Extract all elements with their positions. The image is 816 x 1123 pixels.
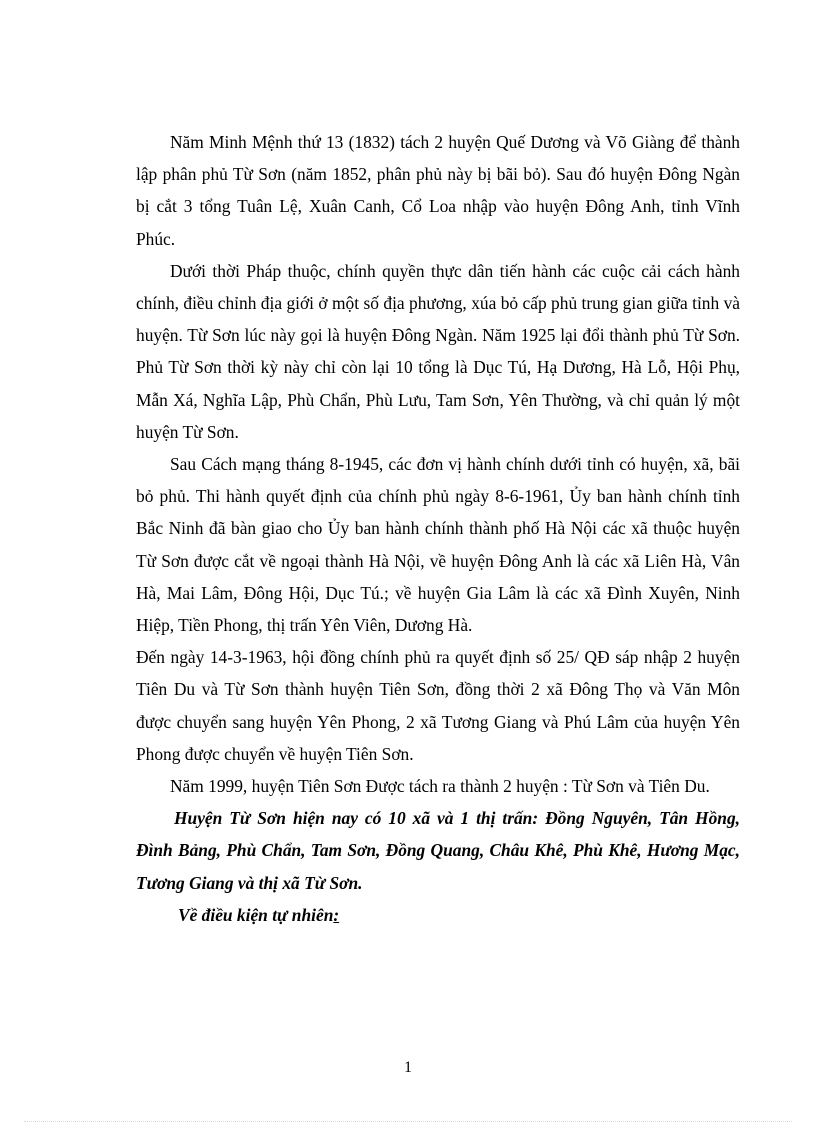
section-heading-natural-conditions	[136, 899, 740, 931]
heading-text: Về điều kiện tự nhiên	[178, 904, 334, 925]
page-bottom-divider	[24, 1121, 792, 1122]
page-number: 1	[404, 1059, 412, 1076]
paragraph-1963-merger: Đến ngày 14-3-1963, hội đồng chính phủ ra quyết định số 25/ QĐ sáp nhập 2 huyện Tiên Du và Từ Sơn thành huyện Tiên Sơn, đồng thời 2 xã Đông Thọ và Văn Môn được chuyển sang huyện Yên Phong, 2 xã Tương Giang và Phú Lâm của huyện Yên Phong được chuyển về huyện Tiên Sơn.	[136, 647, 740, 764]
paragraph-post-revolution: Sau Cách mạng tháng 8-1945, các đơn vị hành chính dưới tỉnh có huyện, xã, bãi bỏ phủ. Thi hành quyết định của chính phủ ngày 8-6-1961, Ủy ban hành chính tỉnh Bắc Ninh đã bàn giao cho Ủy ban hành chính thành phố Hà Nội các xã thuộc huyện Từ Sơn được cắt về ngoại thành Hà Nội, về huyện Đông Anh là các xã Liên Hà, Vân Hà, Mai Lâm, Đông Hội, Dục Tú.; về huyện Gia Lâm là các xã Đình Xuyên, Ninh Hiệp, Tiền Phong, thị trấn Yên Viên, Dương Hà.	[136, 454, 740, 636]
paragraph-history-1832: Năm Minh Mệnh thứ 13 (1832) tách 2 huyện Quế Dương và Võ Giàng để thành lập phân phủ Từ Sơn (năm 1852, phân phủ này bị bãi bỏ). Sau đó huyện Đông Ngàn bị cắt 3 tổng Tuân Lệ, Xuân Canh, Cổ Loa nhập vào huyện Đông Anh, tỉnh Vĩnh Phúc.	[136, 132, 740, 249]
paragraph-french-period: Dưới thời Pháp thuộc, chính quyền thực dân tiến hành các cuộc cải cách hành chính, điều chỉnh địa giới ở một số địa phương, xúa bỏ cấp phủ trung gian giữa tỉnh và huyện. Từ Sơn lúc này gọi là huyện Đông Ngàn. Năm 1925 lại đổi thành phủ Từ Sơn. Phủ Từ Sơn thời kỳ này chỉ còn lại 10 tổng là Dục Tú, Hạ Dương, Hà Lỗ, Hội Phụ, Mẫn Xá, Nghĩa Lập, Phù Chẩn, Phù Lưu, Tam Sơn, Yên Thường, và chỉ quản lý một huyện Từ Sơn.	[136, 260, 740, 442]
document-body	[136, 126, 740, 931]
heading-colon: :	[333, 904, 340, 925]
paragraph-current-communes: Huyện Từ Sơn hiện nay có 10 xã và 1 thị trấn: Đồng Nguyên, Tân Hồng, Đình Bảng, Phù Chẩn, Tam Sơn, Đồng Quang, Châu Khê, Phù Khê, Hương Mạc, Tương Giang và thị xã Từ Sơn.	[136, 808, 740, 893]
paragraph-1999-split: Năm 1999, huyện Tiên Sơn Được tách ra thành 2 huyện : Từ Sơn và Tiên Du.	[170, 776, 710, 797]
